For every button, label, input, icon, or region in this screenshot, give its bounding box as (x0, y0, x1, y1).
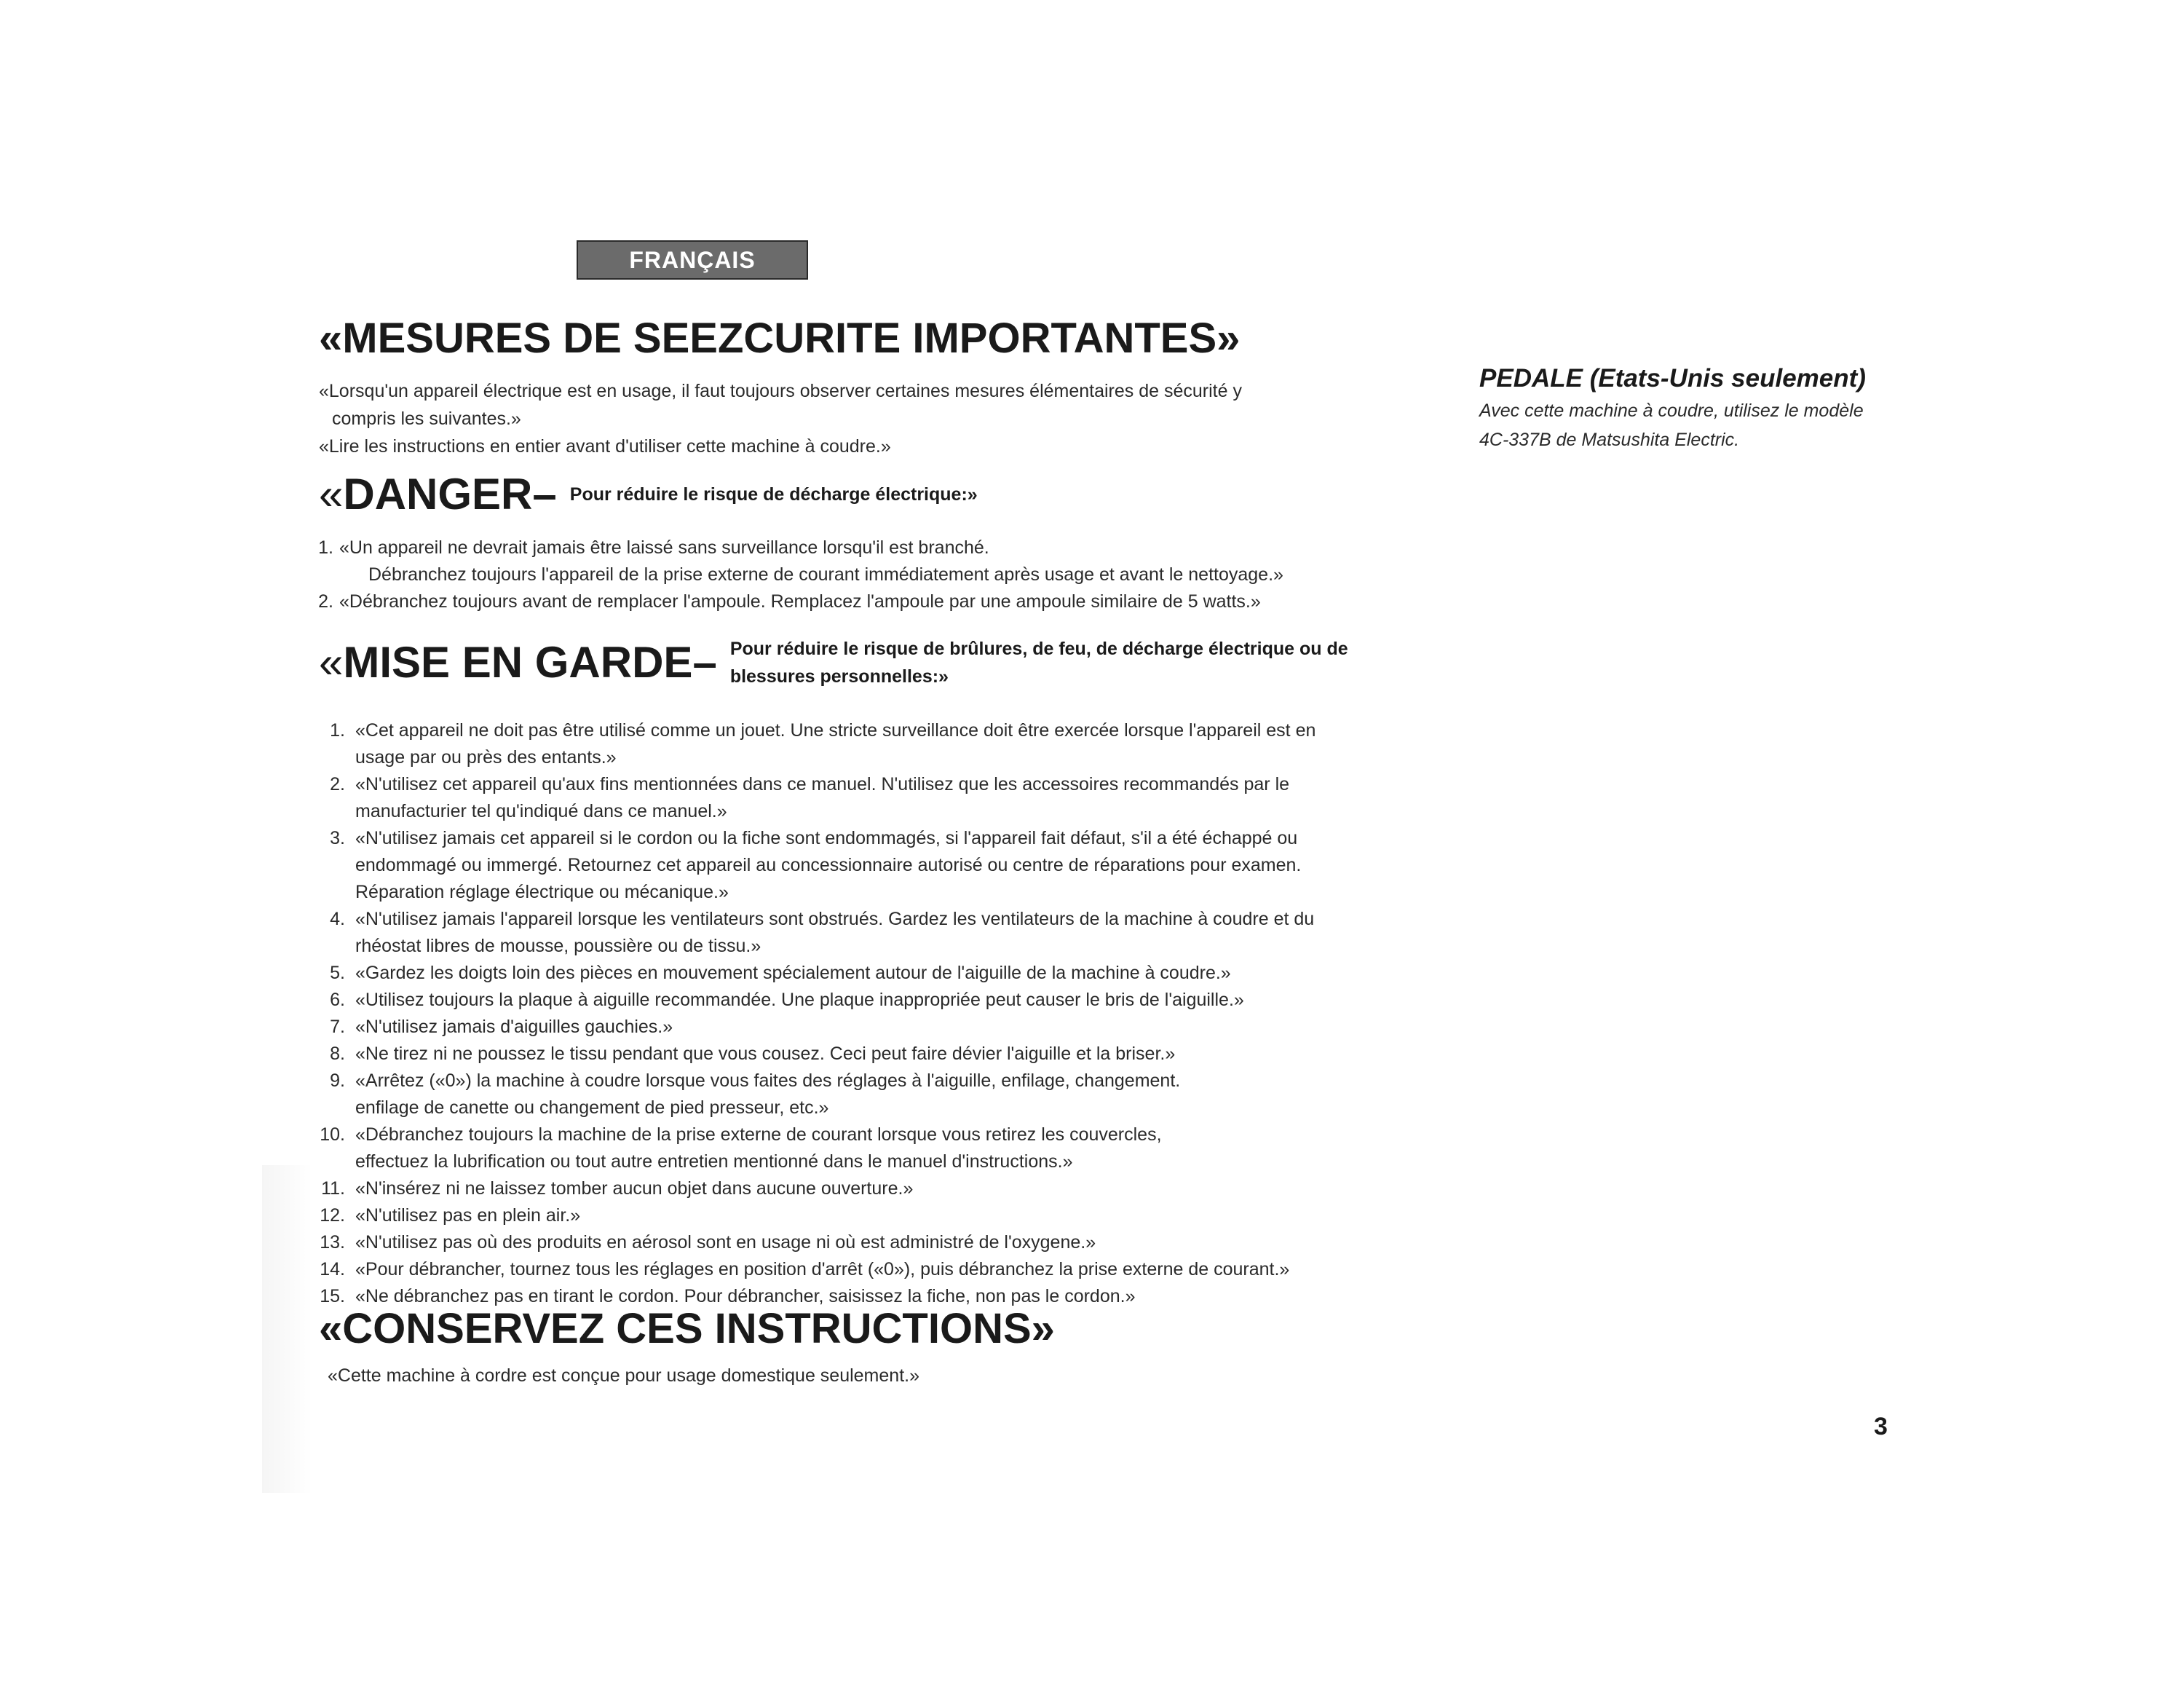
garde-item-8-line-1: «Ne tirez ni ne poussez le tissu pendant que vous cousez. Ceci peut faire dévier l'aiguille et la briser.» (355, 1044, 1176, 1064)
garde-item-13 (317, 1229, 1315, 1256)
garde-item-8-number: 8. (330, 1044, 345, 1064)
mise-en-garde-word: MISE EN GARDE (343, 638, 693, 687)
danger-item-2-line-1: «Débranchez toujours avant de remplacer l'ampoule. Remplacez l'ampoule par une ampoule similaire de 5 watts.» (339, 591, 1261, 612)
garde-item-7-number: 7. (330, 1017, 345, 1037)
scan-shadow (262, 1165, 313, 1493)
page-title: «MESURES DE SEEZCURITE IMPORTANTES» (319, 315, 1241, 362)
garde-item-10 (317, 1121, 1315, 1175)
garde-item-4 (317, 906, 1315, 960)
danger-dash: – (532, 470, 557, 518)
garde-item-9-number: 9. (330, 1070, 345, 1091)
garde-item-10-line-1: «Débranchez toujours la machine de la prise externe de courant lorsque vous retirez les couvercles, (355, 1124, 1162, 1145)
garde-item-12 (317, 1202, 1315, 1229)
garde-item-14 (317, 1256, 1315, 1283)
garde-item-3-line-3: Réparation réglage électrique ou mécanique.» (355, 882, 729, 902)
garde-item-10-line-2: effectuez la lubrification ou tout autre entretien mentionné dans le manuel d'instructions.» (355, 1151, 1073, 1172)
pedal-text-line-1: Avec cette machine à coudre, utilisez le modèle (1479, 401, 1864, 421)
garde-item-1-number: 1. (330, 720, 345, 741)
garde-item-12-line-1: «N'utilisez pas en plein air.» (355, 1205, 581, 1226)
mise-en-garde-list (317, 717, 1315, 1310)
garde-item-5-number: 5. (330, 963, 345, 983)
danger-list (317, 535, 1283, 615)
danger-item-1-line-2: Débranchez toujours l'appareil de la prise externe de courant immédiatement après usage et avant le nettoyage.» (368, 564, 1283, 585)
garde-item-11-number: 11. (321, 1178, 345, 1199)
mise-en-garde-heading-title (319, 639, 717, 687)
language-badge: FRANÇAIS (577, 240, 808, 280)
conserve-instructions-title: «CONSERVEZ CES INSTRUCTIONS» (319, 1305, 1055, 1352)
mise-en-garde-heading (319, 635, 1348, 690)
garde-item-15-line-1: «Ne débranchez pas en tirant le cordon. Pour débrancher, saisissez la fiche, non pas le cordon.» (355, 1286, 1136, 1306)
garde-item-6 (317, 987, 1315, 1014)
danger-item-2 (317, 588, 1283, 615)
danger-subtitle: Pour réduire le risque de décharge électrique:» (569, 484, 978, 505)
garde-item-2-line-1: «N'utilisez cet appareil qu'aux fins mentionnées dans ce manuel. N'utilisez que les accessoires recommandés par le (355, 774, 1290, 794)
garde-item-4-number: 4. (330, 909, 345, 929)
garde-item-9-line-1: «Arrêtez («0») la machine à coudre lorsque vous faites des réglages à l'aiguille, enfilage, changement. (355, 1070, 1181, 1091)
garde-item-14-number: 14. (320, 1259, 345, 1279)
garde-item-7 (317, 1014, 1315, 1041)
danger-item-1 (317, 535, 1283, 588)
pedal-title: PEDALE (Etats-Unis seulement) (1479, 364, 1866, 393)
garde-item-4-line-1: «N'utilisez jamais l'appareil lorsque les ventilateurs sont obstrués. Gardez les ventilateurs de la machine à coudre et du (355, 909, 1315, 929)
garde-item-11 (317, 1175, 1315, 1202)
garde-item-8 (317, 1041, 1315, 1068)
garde-item-15-number: 15. (320, 1286, 345, 1306)
garde-item-1-line-2: usage par ou près des entants.» (355, 747, 617, 768)
garde-item-1-line-1: «Cet appareil ne doit pas être utilisé comme un jouet. Une stricte surveillance doit être exercée lorsque l'appareil est en (355, 720, 1316, 741)
page-number: 3 (1874, 1413, 1888, 1440)
garde-item-9 (317, 1068, 1315, 1121)
garde-item-12-number: 12. (320, 1205, 345, 1226)
garde-item-6-number: 6. (330, 990, 345, 1010)
danger-item-1-number: 1. (318, 537, 333, 558)
intro-line-3: «Lire les instructions en entier avant d'utiliser cette machine à coudre.» (319, 436, 891, 457)
intro-line-2: compris les suivantes.» (332, 409, 521, 429)
danger-item-1-line-1: «Un appareil ne devrait jamais être laissé sans surveillance lorsqu'il est branché. (339, 537, 989, 558)
danger-word: DANGER (343, 470, 533, 518)
garde-item-3 (317, 825, 1315, 906)
garde-item-5 (317, 960, 1315, 987)
mise-en-garde-open-quote: « (319, 638, 344, 687)
garde-item-1 (317, 717, 1315, 771)
garde-item-3-line-1: «N'utilisez jamais cet appareil si le cordon ou la fiche sont endommagés, si l'appareil fait défaut, s'il a été échappé ou (355, 828, 1298, 848)
garde-item-14-line-1: «Pour débrancher, tournez tous les réglages en position d'arrêt («0»), puis débranchez la prise externe de courant.» (355, 1259, 1290, 1279)
garde-item-7-line-1: «N'utilisez jamais d'aiguilles gauchies.» (355, 1017, 673, 1037)
pedal-text-line-2: 4C-337B de Matsushita Electric. (1479, 430, 1740, 450)
garde-item-3-line-2: endommagé ou immergé. Retournez cet appareil au concessionnaire autorisé ou centre de réparations pour examen. (355, 855, 1302, 875)
mise-en-garde-subtitle-line-1: Pour réduire le risque de brûlures, de feu, de décharge électrique ou de (729, 639, 1348, 659)
garde-item-2-number: 2. (330, 774, 345, 794)
garde-item-5-line-1: «Gardez les doigts loin des pièces en mouvement spécialement autour de l'aiguille de la machine à coudre.» (355, 963, 1231, 983)
garde-item-11-line-1: «N'insérez ni ne laissez tomber aucun objet dans aucune ouverture.» (355, 1178, 914, 1199)
garde-item-9-line-2: enfilage de canette ou changement de pied presseur, etc.» (355, 1097, 829, 1118)
mise-en-garde-subtitle-line-2: blessures personnelles:» (729, 666, 949, 687)
garde-item-13-number: 13. (320, 1232, 345, 1253)
mise-en-garde-subtitle (730, 635, 1348, 690)
mise-en-garde-dash: – (692, 638, 717, 687)
garde-item-13-line-1: «N'utilisez pas où des produits en aérosol sont en usage ni où est administré de l'oxygene.» (355, 1232, 1096, 1253)
pedal-text (1479, 396, 1864, 454)
garde-item-3-number: 3. (330, 828, 345, 848)
intro-line-1: «Lorsqu'un appareil électrique est en usage, il faut toujours observer certaines mesures élémentaires de sécurité y (319, 381, 1242, 401)
garde-item-6-line-1: «Utilisez toujours la plaque à aiguille recommandée. Une plaque inappropriée peut causer le bris de l'aiguille.» (355, 990, 1244, 1010)
garde-item-2-line-2: manufacturier tel qu'indiqué dans ce manuel.» (355, 801, 727, 821)
danger-open-quote: « (319, 470, 344, 518)
danger-item-2-number: 2. (318, 591, 333, 612)
garde-item-4-line-2: rhéostat libres de mousse, poussière ou de tissu.» (355, 936, 761, 956)
garde-item-10-number: 10. (320, 1124, 345, 1145)
danger-heading (319, 470, 978, 518)
conserve-note: «Cette machine à cordre est conçue pour usage domestique seulement.» (328, 1365, 919, 1386)
danger-heading-title (319, 470, 557, 518)
garde-item-2 (317, 771, 1315, 825)
